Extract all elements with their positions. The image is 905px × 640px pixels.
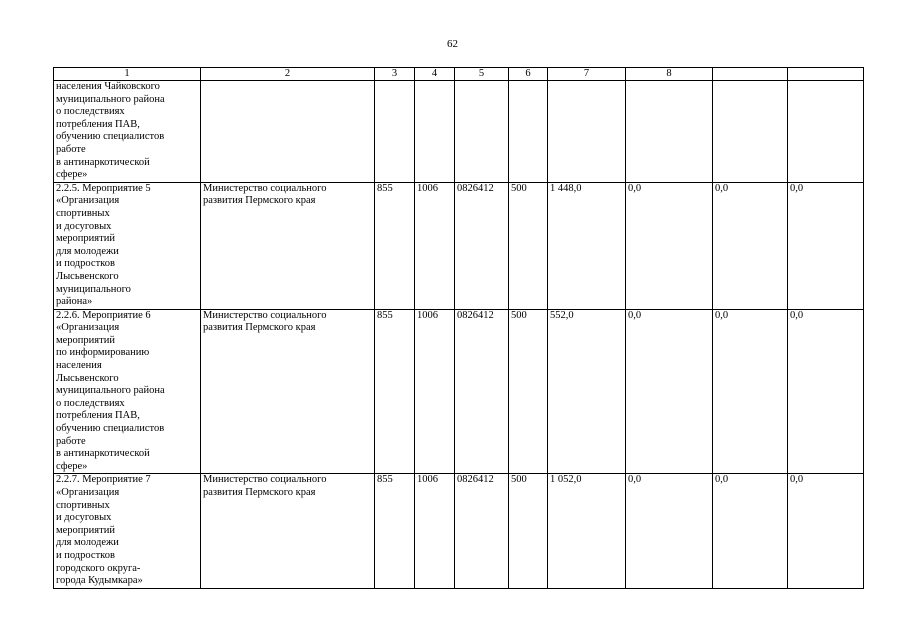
ministry-cell: Министерство социального развития Пермского края <box>201 182 375 309</box>
target-code-cell <box>455 81 509 183</box>
amount-cell-9 <box>713 81 788 183</box>
section-code-cell: 1006 <box>415 474 455 588</box>
header-cell-8: 8 <box>626 68 713 81</box>
amount-cell-8: 0,0 <box>626 309 713 474</box>
amount-cell-10: 0,0 <box>788 309 864 474</box>
expense-type-cell: 500 <box>509 474 548 588</box>
target-code-cell: 0826412 <box>455 182 509 309</box>
ministry-cell: Министерство социального развития Пермского края <box>201 309 375 474</box>
gov-code-cell: 855 <box>375 474 415 588</box>
header-cell-7: 7 <box>548 68 626 81</box>
header-cell-1: 1 <box>54 68 201 81</box>
amount-cell-10: 0,0 <box>788 182 864 309</box>
table-row <box>54 474 864 588</box>
amount-cell-10 <box>788 81 864 183</box>
target-code-cell: 0826412 <box>455 474 509 588</box>
ministry-cell <box>201 81 375 183</box>
activity-name-cell: населения Чайковского муниципального района о последствиях потребления ПАВ, обучению специалистов работе в антинаркотической сфере» <box>54 81 201 183</box>
amount-cell-9: 0,0 <box>713 474 788 588</box>
header-cell-2: 2 <box>201 68 375 81</box>
ministry-cell: Министерство социального развития Пермского края <box>201 474 375 588</box>
activity-name-cell: 2.2.6. Мероприятие 6 «Организация мероприятий по информированию населения Лысьвенского муниципального района о последствиях потребления ПАВ, обучению специалистов работе в антинаркотической сфере» <box>54 309 201 474</box>
expense-type-cell: 500 <box>509 182 548 309</box>
amount-cell-9: 0,0 <box>713 182 788 309</box>
gov-code-cell <box>375 81 415 183</box>
activity-name-cell: 2.2.7. Мероприятие 7 «Организация спортивных и досуговых мероприятий для молодежи и подростков городского округа- города Кудымкара» <box>54 474 201 588</box>
amount-cell <box>548 81 626 183</box>
budget-table <box>53 67 864 589</box>
amount-cell-8: 0,0 <box>626 474 713 588</box>
header-row <box>54 68 864 81</box>
page-number: 62 <box>447 38 458 50</box>
section-code-cell: 1006 <box>415 182 455 309</box>
gov-code-cell: 855 <box>375 309 415 474</box>
amount-cell: 552,0 <box>548 309 626 474</box>
amount-cell-9: 0,0 <box>713 309 788 474</box>
header-cell-6: 6 <box>509 68 548 81</box>
header-cell-3: 3 <box>375 68 415 81</box>
section-code-cell <box>415 81 455 183</box>
amount-cell-10: 0,0 <box>788 474 864 588</box>
amount-cell: 1 448,0 <box>548 182 626 309</box>
amount-cell: 1 052,0 <box>548 474 626 588</box>
expense-type-cell <box>509 81 548 183</box>
section-code-cell: 1006 <box>415 309 455 474</box>
header-cell-5: 5 <box>455 68 509 81</box>
table-row <box>54 182 864 309</box>
amount-cell-8 <box>626 81 713 183</box>
target-code-cell: 0826412 <box>455 309 509 474</box>
amount-cell-8: 0,0 <box>626 182 713 309</box>
gov-code-cell: 855 <box>375 182 415 309</box>
header-cell-10 <box>788 68 864 81</box>
header-cell-9 <box>713 68 788 81</box>
table-row <box>54 81 864 183</box>
expense-type-cell: 500 <box>509 309 548 474</box>
activity-name-cell: 2.2.5. Мероприятие 5 «Организация спортивных и досуговых мероприятий для молодежи и подростков Лысьвенского муниципального района» <box>54 182 201 309</box>
header-cell-4: 4 <box>415 68 455 81</box>
table-row <box>54 309 864 474</box>
